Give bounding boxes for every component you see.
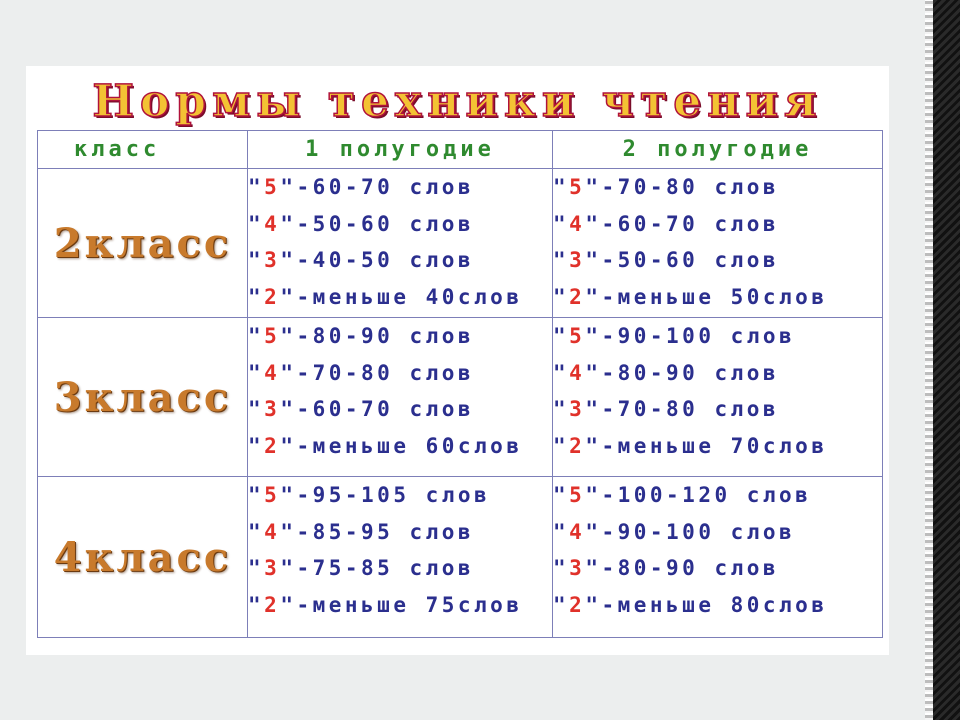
norm-line: "4"-50-60 слов: [248, 211, 475, 236]
norms-half2: [553, 477, 883, 638]
norm-line: "5"-100-120 слов: [553, 483, 812, 507]
norm-line: "2"-меньше 60слов: [248, 433, 523, 458]
norm-line: "5"-90-100 слов: [553, 324, 796, 348]
norm-line: "5"-95-105 слов: [248, 483, 491, 507]
norm-line: "3"-70-80 слов: [553, 397, 780, 421]
class-label: 3класс: [38, 318, 248, 477]
norms-half2: [553, 318, 883, 477]
norm-line: "2"-меньше 80слов: [553, 592, 828, 617]
table-row: [38, 169, 883, 318]
header-half1: 1 полугодие: [248, 131, 553, 169]
norm-line: "5"-80-90 слов: [248, 324, 475, 348]
norm-line: "5"-70-80 слов: [553, 175, 780, 199]
norm-line: "5"-60-70 слов: [248, 175, 475, 199]
class-label: 2класс: [38, 169, 248, 318]
norm-line: "4"-85-95 слов: [248, 519, 475, 544]
side-decoration-strip: [925, 0, 960, 720]
norms-half2: [553, 169, 883, 318]
norm-line: "3"-75-85 слов: [248, 556, 475, 580]
norm-line: "4"-90-100 слов: [553, 519, 796, 544]
norm-line: "3"-80-90 слов: [553, 556, 780, 580]
table-row: [38, 318, 883, 477]
norm-line: "3"-50-60 слов: [553, 248, 780, 272]
norm-line: "4"-60-70 слов: [553, 211, 780, 236]
norm-line: "3"-40-50 слов: [248, 248, 475, 272]
table-row: [38, 477, 883, 638]
page-title: Нормы техники чтения: [92, 76, 823, 127]
norm-line: "2"-меньше 75слов: [248, 592, 523, 617]
norms-half1: [248, 477, 553, 638]
norms-half1: [248, 318, 553, 477]
slide: [26, 66, 889, 655]
norms-half1: [248, 169, 553, 318]
norm-line: "3"-60-70 слов: [248, 397, 475, 421]
norm-line: "4"-70-80 слов: [248, 360, 475, 385]
norm-line: "2"-меньше 50слов: [553, 284, 828, 309]
norm-line: "4"-80-90 слов: [553, 360, 780, 385]
norm-line: "2"-меньше 70слов: [553, 433, 828, 458]
header-half2: 2 полугодие: [553, 131, 883, 169]
reading-norms-table: [37, 130, 883, 638]
table-header-row: [38, 131, 883, 169]
class-label: 4класс: [38, 477, 248, 638]
norm-line: "2"-меньше 40слов: [248, 284, 523, 309]
header-class: класс: [38, 131, 248, 169]
